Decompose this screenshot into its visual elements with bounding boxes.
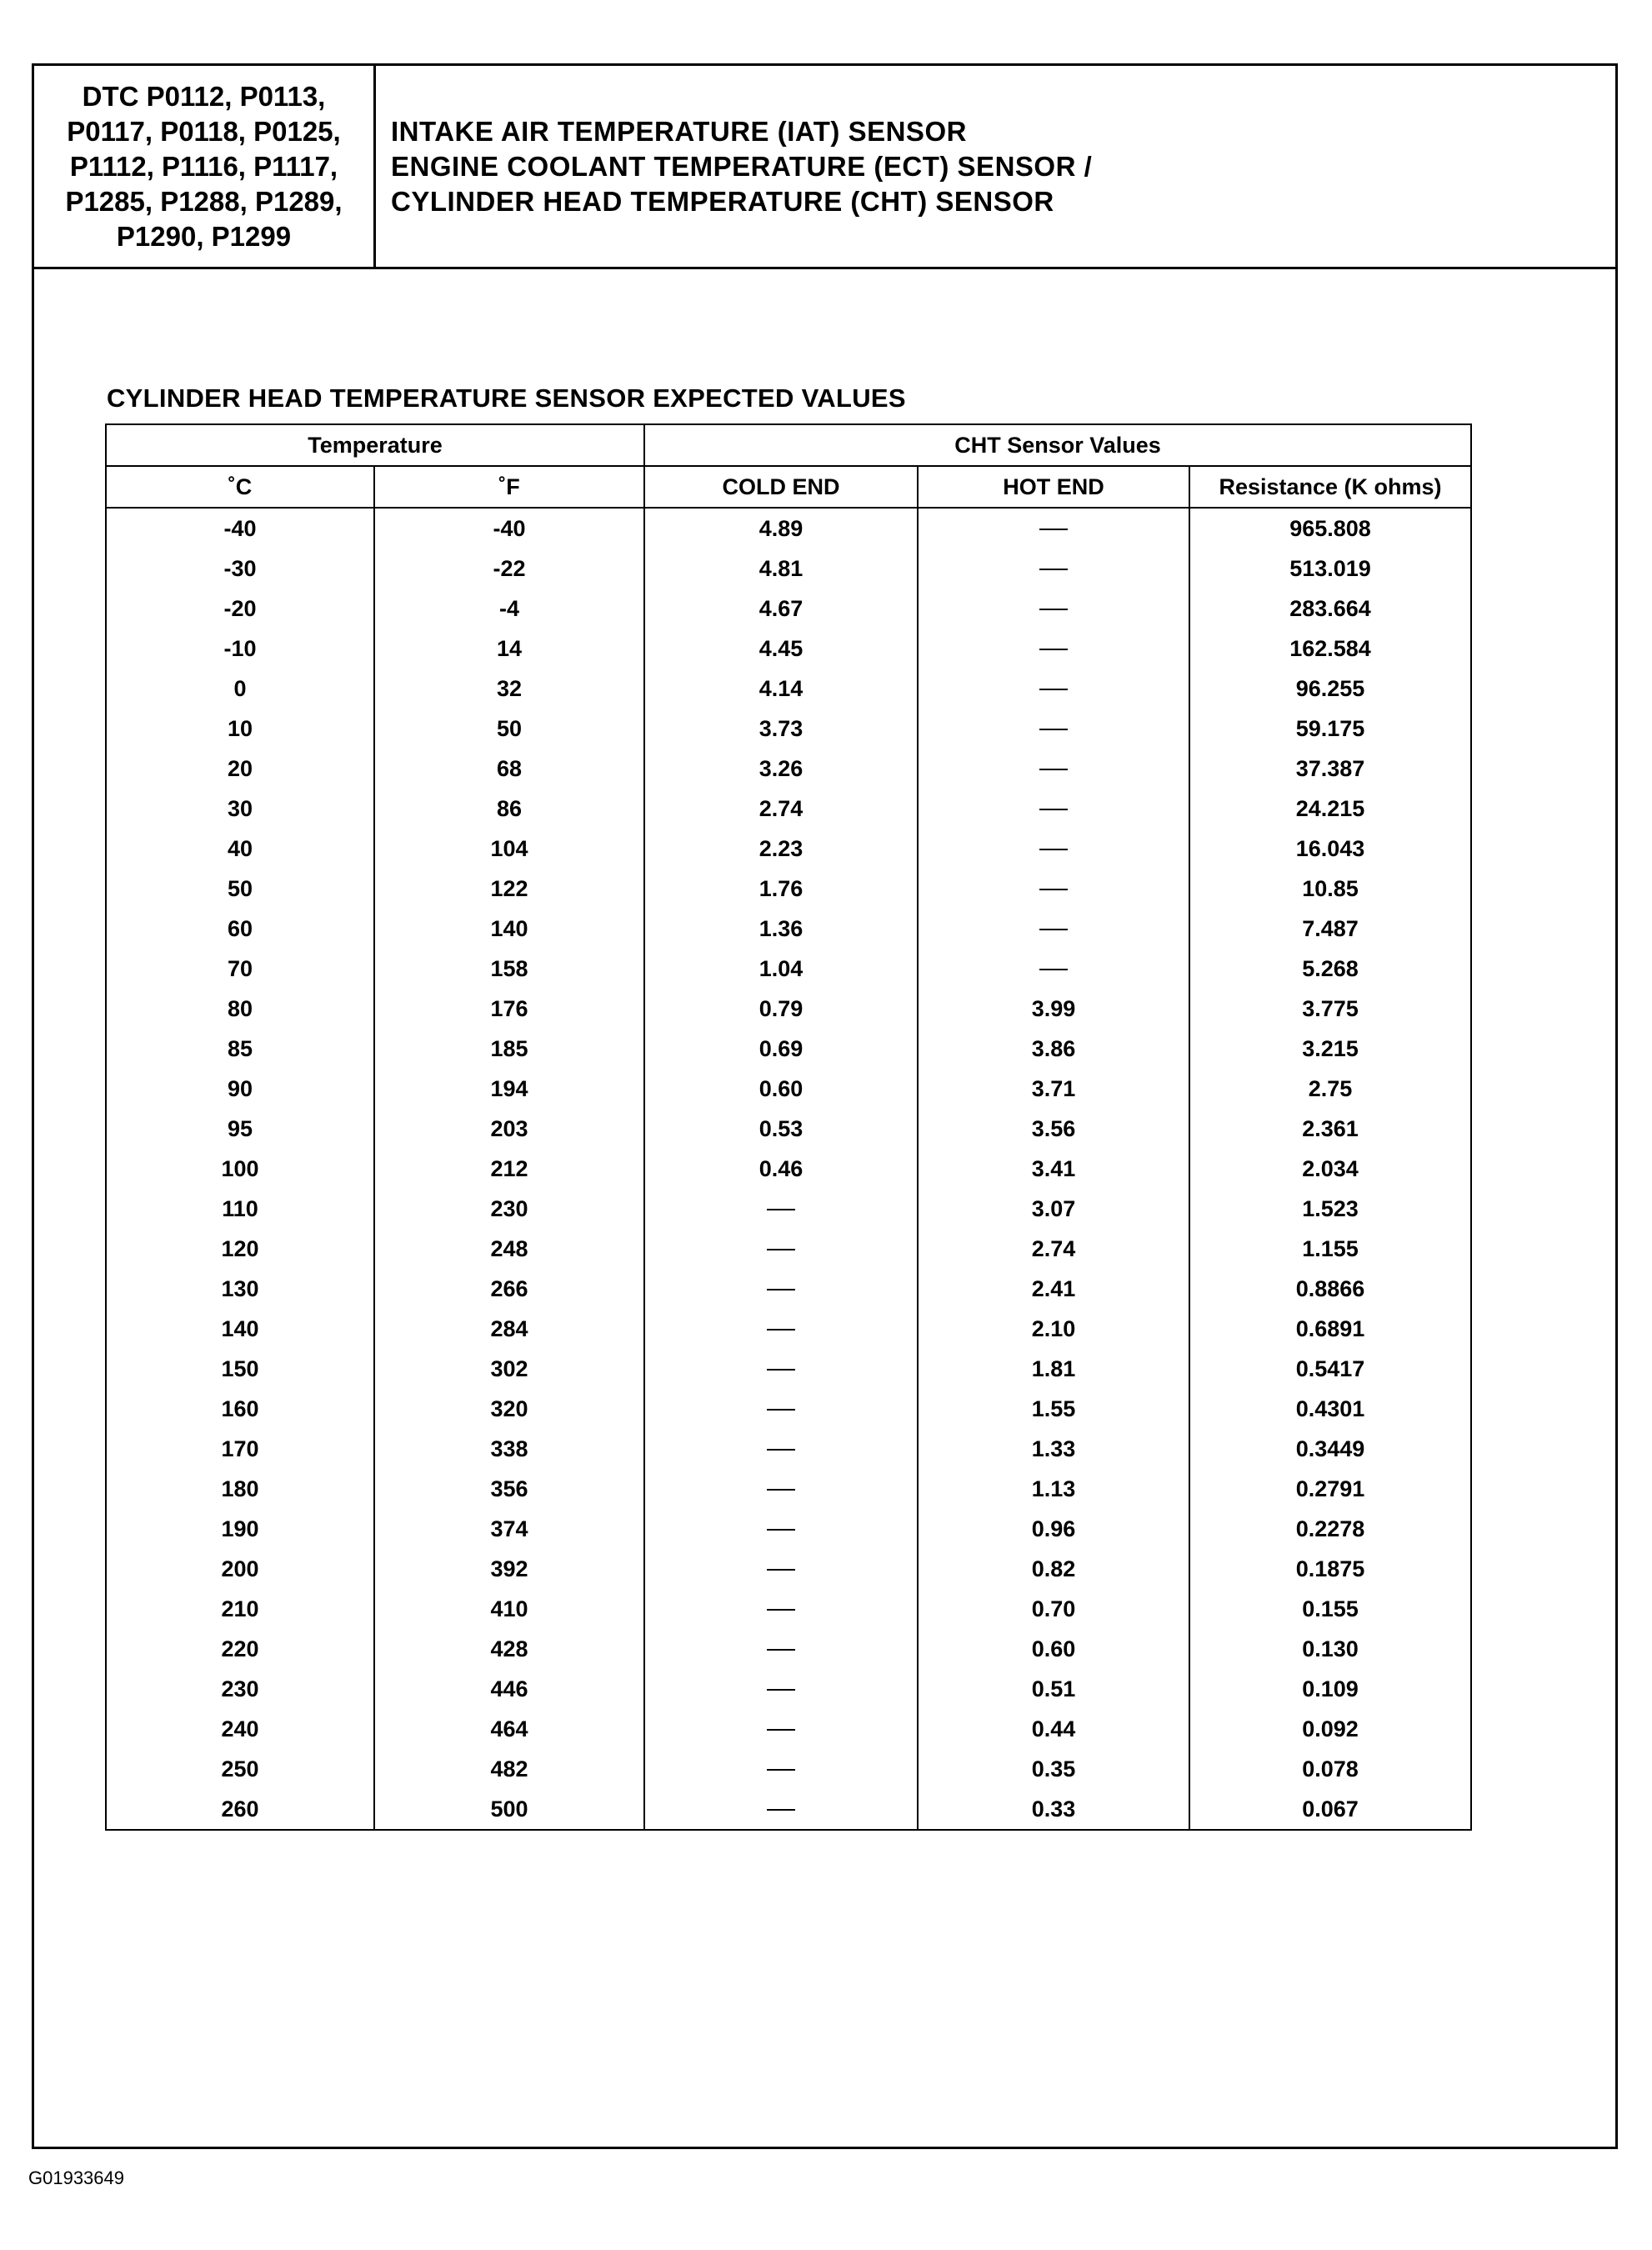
- table-row: [106, 989, 1471, 1029]
- cell-hot-end: [918, 629, 1189, 669]
- table-row: [106, 1789, 1471, 1830]
- cell-fahrenheit: 482: [374, 1749, 644, 1789]
- cell-fahrenheit: 50: [374, 709, 644, 749]
- cell-celsius: 100: [106, 1149, 374, 1189]
- table-row: [106, 949, 1471, 989]
- cell-resistance: 0.109: [1189, 1669, 1471, 1709]
- cell-fahrenheit: -40: [374, 508, 644, 549]
- table-row: [106, 1549, 1471, 1589]
- dash-mark: [767, 1529, 795, 1531]
- cell-hot-end: 1.33: [918, 1429, 1189, 1469]
- column-header-celsius: ˚C: [106, 466, 374, 508]
- cell-cold-end: [644, 1389, 918, 1429]
- cell-fahrenheit: 500: [374, 1789, 644, 1830]
- cell-celsius: 190: [106, 1509, 374, 1549]
- cell-celsius: 50: [106, 869, 374, 909]
- cell-fahrenheit: -22: [374, 549, 644, 589]
- cell-fahrenheit: 284: [374, 1309, 644, 1349]
- dtc-code-box: [34, 66, 376, 267]
- table-row: [106, 1589, 1471, 1629]
- cell-cold-end: [644, 1349, 918, 1389]
- cell-resistance: 0.3449: [1189, 1429, 1471, 1469]
- cell-hot-end: [918, 508, 1189, 549]
- table-row: [106, 1309, 1471, 1349]
- cell-resistance: 3.215: [1189, 1029, 1471, 1069]
- column-header-fahrenheit: ˚F: [374, 466, 644, 508]
- cell-fahrenheit: 374: [374, 1509, 644, 1549]
- cell-hot-end: 0.82: [918, 1549, 1189, 1589]
- cell-hot-end: [918, 909, 1189, 949]
- cell-celsius: 80: [106, 989, 374, 1029]
- cell-celsius: 120: [106, 1229, 374, 1269]
- figure-id: G01933649: [28, 2167, 124, 2188]
- cell-resistance: 0.5417: [1189, 1349, 1471, 1389]
- cell-fahrenheit: 68: [374, 749, 644, 789]
- cell-resistance: 16.043: [1189, 829, 1471, 869]
- cell-hot-end: 3.71: [918, 1069, 1189, 1109]
- sensor-title-line: CYLINDER HEAD TEMPERATURE (CHT) SENSOR: [391, 185, 1054, 217]
- cht-values-table: [105, 423, 1472, 1831]
- table-row: [106, 508, 1471, 549]
- cell-resistance: 2.361: [1189, 1109, 1471, 1149]
- cell-hot-end: 1.55: [918, 1389, 1189, 1429]
- group-header-temperature: Temperature: [106, 424, 644, 466]
- cell-resistance: 1.155: [1189, 1229, 1471, 1269]
- table-row: [106, 669, 1471, 709]
- cell-fahrenheit: 248: [374, 1229, 644, 1269]
- cell-celsius: 90: [106, 1069, 374, 1109]
- cell-hot-end: [918, 949, 1189, 989]
- table-row: [106, 1749, 1471, 1789]
- cell-cold-end: 1.36: [644, 909, 918, 949]
- cell-fahrenheit: 194: [374, 1069, 644, 1109]
- cell-resistance: 59.175: [1189, 709, 1471, 749]
- cell-celsius: 85: [106, 1029, 374, 1069]
- dash-mark: [767, 1689, 795, 1691]
- cell-cold-end: [644, 1549, 918, 1589]
- cell-cold-end: [644, 1589, 918, 1629]
- table-row: [106, 589, 1471, 629]
- cell-hot-end: [918, 829, 1189, 869]
- cell-fahrenheit: 158: [374, 949, 644, 989]
- cell-cold-end: [644, 1229, 918, 1269]
- cell-cold-end: [644, 1189, 918, 1229]
- cell-fahrenheit: 338: [374, 1429, 644, 1469]
- cell-hot-end: 0.70: [918, 1589, 1189, 1629]
- cell-cold-end: 1.04: [644, 949, 918, 989]
- cell-cold-end: [644, 1269, 918, 1309]
- cell-cold-end: [644, 1629, 918, 1669]
- dash-mark: [1039, 929, 1068, 930]
- cell-hot-end: 2.41: [918, 1269, 1189, 1309]
- cell-resistance: 10.85: [1189, 869, 1471, 909]
- cell-celsius: 220: [106, 1629, 374, 1669]
- cell-resistance: 1.523: [1189, 1189, 1471, 1229]
- table-row: [106, 1629, 1471, 1669]
- table-row: [106, 1229, 1471, 1269]
- cell-hot-end: 2.10: [918, 1309, 1189, 1349]
- cell-cold-end: 0.60: [644, 1069, 918, 1109]
- table-row: [106, 1709, 1471, 1749]
- cell-fahrenheit: 446: [374, 1669, 644, 1709]
- cell-celsius: -20: [106, 589, 374, 629]
- dash-mark: [767, 1209, 795, 1210]
- cell-hot-end: 0.33: [918, 1789, 1189, 1830]
- dash-mark: [1039, 889, 1068, 890]
- dash-mark: [1039, 569, 1068, 570]
- cell-cold-end: 4.45: [644, 629, 918, 669]
- dash-mark: [767, 1489, 795, 1491]
- cell-celsius: 160: [106, 1389, 374, 1429]
- cell-celsius: -30: [106, 549, 374, 589]
- table-row: [106, 869, 1471, 909]
- dtc-line: P1290, P1299: [116, 220, 292, 252]
- dash-mark: [767, 1649, 795, 1651]
- cell-fahrenheit: 140: [374, 909, 644, 949]
- table-row: [106, 1509, 1471, 1549]
- cell-fahrenheit: 104: [374, 829, 644, 869]
- cell-hot-end: 3.99: [918, 989, 1189, 1029]
- cell-celsius: 180: [106, 1469, 374, 1509]
- cell-resistance: 513.019: [1189, 549, 1471, 589]
- cell-resistance: 0.1875: [1189, 1549, 1471, 1589]
- cell-cold-end: [644, 1429, 918, 1469]
- dtc-line: P1285, P1288, P1289,: [65, 185, 343, 217]
- cell-resistance: 0.4301: [1189, 1389, 1471, 1429]
- cell-cold-end: [644, 1709, 918, 1749]
- cell-celsius: 40: [106, 829, 374, 869]
- table-row: [106, 1069, 1471, 1109]
- dash-mark: [1039, 849, 1068, 850]
- dash-mark: [767, 1569, 795, 1571]
- dash-mark: [767, 1369, 795, 1371]
- cell-hot-end: 1.13: [918, 1469, 1189, 1509]
- cell-hot-end: 2.74: [918, 1229, 1189, 1269]
- dtc-line: P1112, P1116, P1117,: [69, 150, 338, 182]
- sensor-title-line: ENGINE COOLANT TEMPERATURE (ECT) SENSOR /: [391, 150, 1093, 182]
- cell-resistance: 965.808: [1189, 508, 1471, 549]
- dash-mark: [1039, 649, 1068, 650]
- cell-cold-end: [644, 1749, 918, 1789]
- cell-celsius: 260: [106, 1789, 374, 1830]
- table-row: [106, 749, 1471, 789]
- dash-mark: [1039, 809, 1068, 810]
- group-header-row: [106, 424, 1471, 466]
- cell-cold-end: 0.69: [644, 1029, 918, 1069]
- cell-resistance: 283.664: [1189, 589, 1471, 629]
- table-row: [106, 1109, 1471, 1149]
- dash-mark: [767, 1289, 795, 1290]
- dash-mark: [1039, 769, 1068, 770]
- dash-mark: [1039, 529, 1068, 530]
- cell-celsius: 20: [106, 749, 374, 789]
- cell-fahrenheit: 14: [374, 629, 644, 669]
- dash-mark: [767, 1409, 795, 1411]
- header: [34, 66, 1615, 269]
- cell-hot-end: 3.07: [918, 1189, 1189, 1229]
- table-row: [106, 1389, 1471, 1429]
- cell-celsius: -40: [106, 508, 374, 549]
- cell-cold-end: 4.14: [644, 669, 918, 709]
- cell-celsius: 250: [106, 1749, 374, 1789]
- cell-celsius: -10: [106, 629, 374, 669]
- cell-fahrenheit: 86: [374, 789, 644, 829]
- sensor-title-box: [376, 66, 1615, 267]
- cell-resistance: 37.387: [1189, 749, 1471, 789]
- cell-celsius: 230: [106, 1669, 374, 1709]
- cell-resistance: 0.2791: [1189, 1469, 1471, 1509]
- cell-cold-end: 3.73: [644, 709, 918, 749]
- cell-resistance: 2.75: [1189, 1069, 1471, 1109]
- cell-hot-end: [918, 869, 1189, 909]
- dash-mark: [767, 1609, 795, 1611]
- dash-mark: [767, 1809, 795, 1811]
- cell-fahrenheit: 185: [374, 1029, 644, 1069]
- cell-fahrenheit: 212: [374, 1149, 644, 1189]
- cell-fahrenheit: 464: [374, 1709, 644, 1749]
- cell-celsius: 10: [106, 709, 374, 749]
- cell-celsius: 170: [106, 1429, 374, 1469]
- cell-celsius: 240: [106, 1709, 374, 1749]
- table-row: [106, 1469, 1471, 1509]
- cell-celsius: 30: [106, 789, 374, 829]
- cell-celsius: 0: [106, 669, 374, 709]
- cell-cold-end: [644, 1469, 918, 1509]
- cell-fahrenheit: 176: [374, 989, 644, 1029]
- cell-hot-end: 0.60: [918, 1629, 1189, 1669]
- column-header-cold-end: COLD END: [644, 466, 918, 508]
- dash-mark: [1039, 729, 1068, 730]
- cell-cold-end: 0.53: [644, 1109, 918, 1149]
- cell-hot-end: 0.44: [918, 1709, 1189, 1749]
- cell-celsius: 110: [106, 1189, 374, 1229]
- cell-fahrenheit: 320: [374, 1389, 644, 1429]
- cell-cold-end: 2.74: [644, 789, 918, 829]
- cell-resistance: 5.268: [1189, 949, 1471, 989]
- dtc-line: DTC P0112, P0113,: [82, 80, 326, 112]
- cell-resistance: 162.584: [1189, 629, 1471, 669]
- column-header-resistance: Resistance (K ohms): [1189, 466, 1471, 508]
- cell-resistance: 0.078: [1189, 1749, 1471, 1789]
- cell-cold-end: 4.89: [644, 508, 918, 549]
- cell-celsius: 150: [106, 1349, 374, 1389]
- cell-cold-end: [644, 1669, 918, 1709]
- cell-hot-end: 3.41: [918, 1149, 1189, 1189]
- cell-resistance: 0.130: [1189, 1629, 1471, 1669]
- cell-resistance: 3.775: [1189, 989, 1471, 1029]
- cell-hot-end: [918, 789, 1189, 829]
- table-body: [106, 508, 1471, 1830]
- cell-fahrenheit: 230: [374, 1189, 644, 1229]
- dash-mark: [1039, 689, 1068, 690]
- cell-cold-end: 0.46: [644, 1149, 918, 1189]
- table-row: [106, 1029, 1471, 1069]
- cell-fahrenheit: 302: [374, 1349, 644, 1389]
- cell-fahrenheit: 428: [374, 1629, 644, 1669]
- group-header-cht-values: CHT Sensor Values: [644, 424, 1471, 466]
- table-row: [106, 789, 1471, 829]
- dash-mark: [767, 1329, 795, 1330]
- table-row: [106, 1189, 1471, 1229]
- cell-hot-end: [918, 749, 1189, 789]
- cell-celsius: 95: [106, 1109, 374, 1149]
- cell-celsius: 210: [106, 1589, 374, 1629]
- cell-hot-end: 0.35: [918, 1749, 1189, 1789]
- cell-hot-end: [918, 669, 1189, 709]
- cell-hot-end: 3.86: [918, 1029, 1189, 1069]
- table-row: [106, 629, 1471, 669]
- dash-mark: [767, 1449, 795, 1451]
- cell-fahrenheit: 203: [374, 1109, 644, 1149]
- cell-resistance: 0.2278: [1189, 1509, 1471, 1549]
- cell-resistance: 2.034: [1189, 1149, 1471, 1189]
- dash-mark: [1039, 609, 1068, 610]
- cell-hot-end: 1.81: [918, 1349, 1189, 1389]
- dash-mark: [1039, 969, 1068, 970]
- cell-resistance: 0.155: [1189, 1589, 1471, 1629]
- table-row: [106, 1429, 1471, 1469]
- cell-cold-end: 2.23: [644, 829, 918, 869]
- table-row: [106, 829, 1471, 869]
- dash-mark: [767, 1249, 795, 1250]
- column-header-row: [106, 466, 1471, 508]
- cell-resistance: 24.215: [1189, 789, 1471, 829]
- cell-fahrenheit: 392: [374, 1549, 644, 1589]
- cell-resistance: 96.255: [1189, 669, 1471, 709]
- cell-cold-end: [644, 1789, 918, 1830]
- cell-resistance: 0.067: [1189, 1789, 1471, 1830]
- cell-celsius: 130: [106, 1269, 374, 1309]
- cell-fahrenheit: 32: [374, 669, 644, 709]
- cell-cold-end: 3.26: [644, 749, 918, 789]
- cell-hot-end: [918, 549, 1189, 589]
- cell-cold-end: 1.76: [644, 869, 918, 909]
- cell-fahrenheit: -4: [374, 589, 644, 629]
- cell-cold-end: 4.81: [644, 549, 918, 589]
- cell-cold-end: 4.67: [644, 589, 918, 629]
- cell-celsius: 70: [106, 949, 374, 989]
- cell-resistance: 0.8866: [1189, 1269, 1471, 1309]
- cell-resistance: 0.092: [1189, 1709, 1471, 1749]
- cell-celsius: 140: [106, 1309, 374, 1349]
- table-row: [106, 549, 1471, 589]
- table-row: [106, 709, 1471, 749]
- cell-cold-end: 0.79: [644, 989, 918, 1029]
- cell-cold-end: [644, 1509, 918, 1549]
- cell-fahrenheit: 122: [374, 869, 644, 909]
- dash-mark: [767, 1769, 795, 1771]
- cell-fahrenheit: 266: [374, 1269, 644, 1309]
- cell-hot-end: 0.96: [918, 1509, 1189, 1549]
- table-row: [106, 1269, 1471, 1309]
- cell-hot-end: [918, 589, 1189, 629]
- cell-celsius: 60: [106, 909, 374, 949]
- dash-mark: [767, 1729, 795, 1731]
- table-row: [106, 909, 1471, 949]
- cell-resistance: 0.6891: [1189, 1309, 1471, 1349]
- table-title: CYLINDER HEAD TEMPERATURE SENSOR EXPECTED VALUES: [107, 383, 906, 413]
- table-row: [106, 1349, 1471, 1389]
- cell-fahrenheit: 356: [374, 1469, 644, 1509]
- cell-cold-end: [644, 1309, 918, 1349]
- cell-resistance: 7.487: [1189, 909, 1471, 949]
- cell-fahrenheit: 410: [374, 1589, 644, 1629]
- dtc-line: P0117, P0118, P0125,: [67, 115, 341, 147]
- cell-celsius: 200: [106, 1549, 374, 1589]
- cell-hot-end: 3.56: [918, 1109, 1189, 1149]
- table-row: [106, 1149, 1471, 1189]
- sensor-title-line: INTAKE AIR TEMPERATURE (IAT) SENSOR: [391, 115, 967, 147]
- cell-hot-end: [918, 709, 1189, 749]
- cell-hot-end: 0.51: [918, 1669, 1189, 1709]
- table-row: [106, 1669, 1471, 1709]
- column-header-hot-end: HOT END: [918, 466, 1189, 508]
